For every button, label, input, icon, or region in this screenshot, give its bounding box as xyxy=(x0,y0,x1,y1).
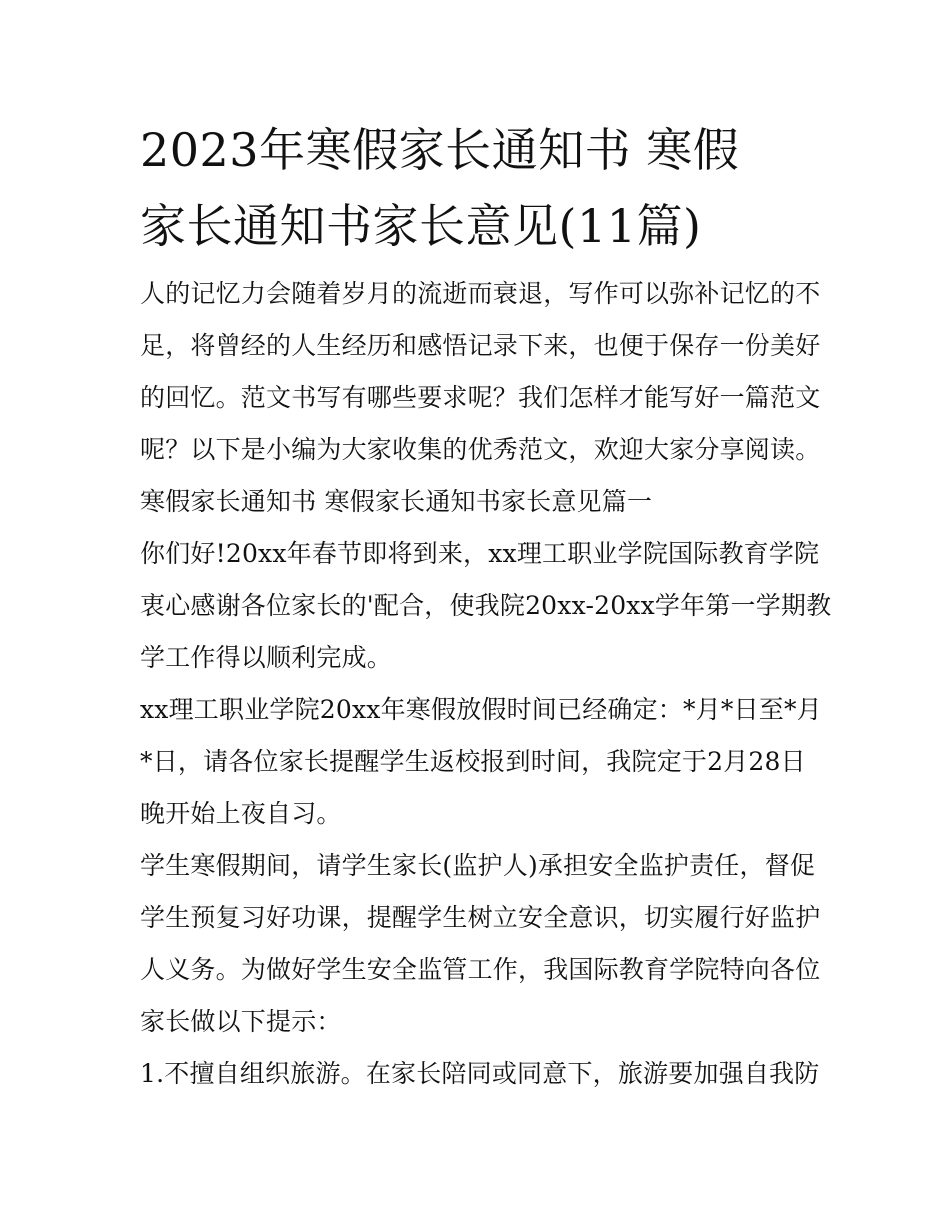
document-page xyxy=(140,112,832,1100)
text-line: 晚开始上夜自习。 xyxy=(140,799,342,828)
text-line: 呢？以下是小编为大家收集的优秀范文，欢迎大家分享阅读。 xyxy=(140,435,821,464)
text-line: xx理工职业学院20xx年寒假放假时间已经确定：*月*日至*月 xyxy=(140,695,822,724)
text-line: *日，请各位家长提醒学生返校报到时间，我院定于2月28日 xyxy=(140,747,806,776)
section-heading xyxy=(140,476,820,528)
text-line: 的回忆。范文书写有哪些要求呢？我们怎样才能写好一篇范文 xyxy=(140,383,821,412)
text-line: 人的记忆力会随着岁月的流逝而衰退，写作可以弥补记忆的不 xyxy=(140,279,821,308)
text-line: 足，将曾经的人生经历和感悟记录下来，也便于保存一份美好 xyxy=(140,331,821,360)
text-line: 学生寒假期间，请学生家长(监护人)承担安全监护责任，督促 xyxy=(140,851,816,880)
safety-paragraph xyxy=(140,840,820,1048)
intro-paragraph xyxy=(140,268,820,476)
list-item xyxy=(140,1048,820,1100)
text-line: 人义务。为做好学生安全监管工作，我国际教育学院特向各位 xyxy=(140,955,821,984)
schedule-paragraph xyxy=(140,684,820,840)
title-line: 家长通知书家长意见(11篇) xyxy=(140,199,702,253)
greeting-paragraph xyxy=(140,528,832,684)
text-line: 1.不擅自组织旅游。在家长陪同或同意下，旅游要加强自我防 xyxy=(140,1059,820,1088)
title-line: 2023年寒假家长通知书 寒假 xyxy=(140,123,740,177)
text-line: 衷心感谢各位家长的'配合，使我院20xx-20xx学年第一学期教 xyxy=(140,591,832,620)
text-line: 家长做以下提示： xyxy=(140,1007,342,1036)
text-line: 寒假家长通知书 寒假家长通知书家长意见篇一 xyxy=(140,487,653,516)
text-line: 学生预复习好功课，提醒学生树立安全意识，切实履行好监护 xyxy=(140,903,821,932)
document-title xyxy=(140,112,820,264)
text-line: 你们好!20xx年春节即将到来，xx理工职业学院国际教育学院 xyxy=(140,539,820,568)
text-line: 学工作得以顺利完成。 xyxy=(140,643,393,672)
